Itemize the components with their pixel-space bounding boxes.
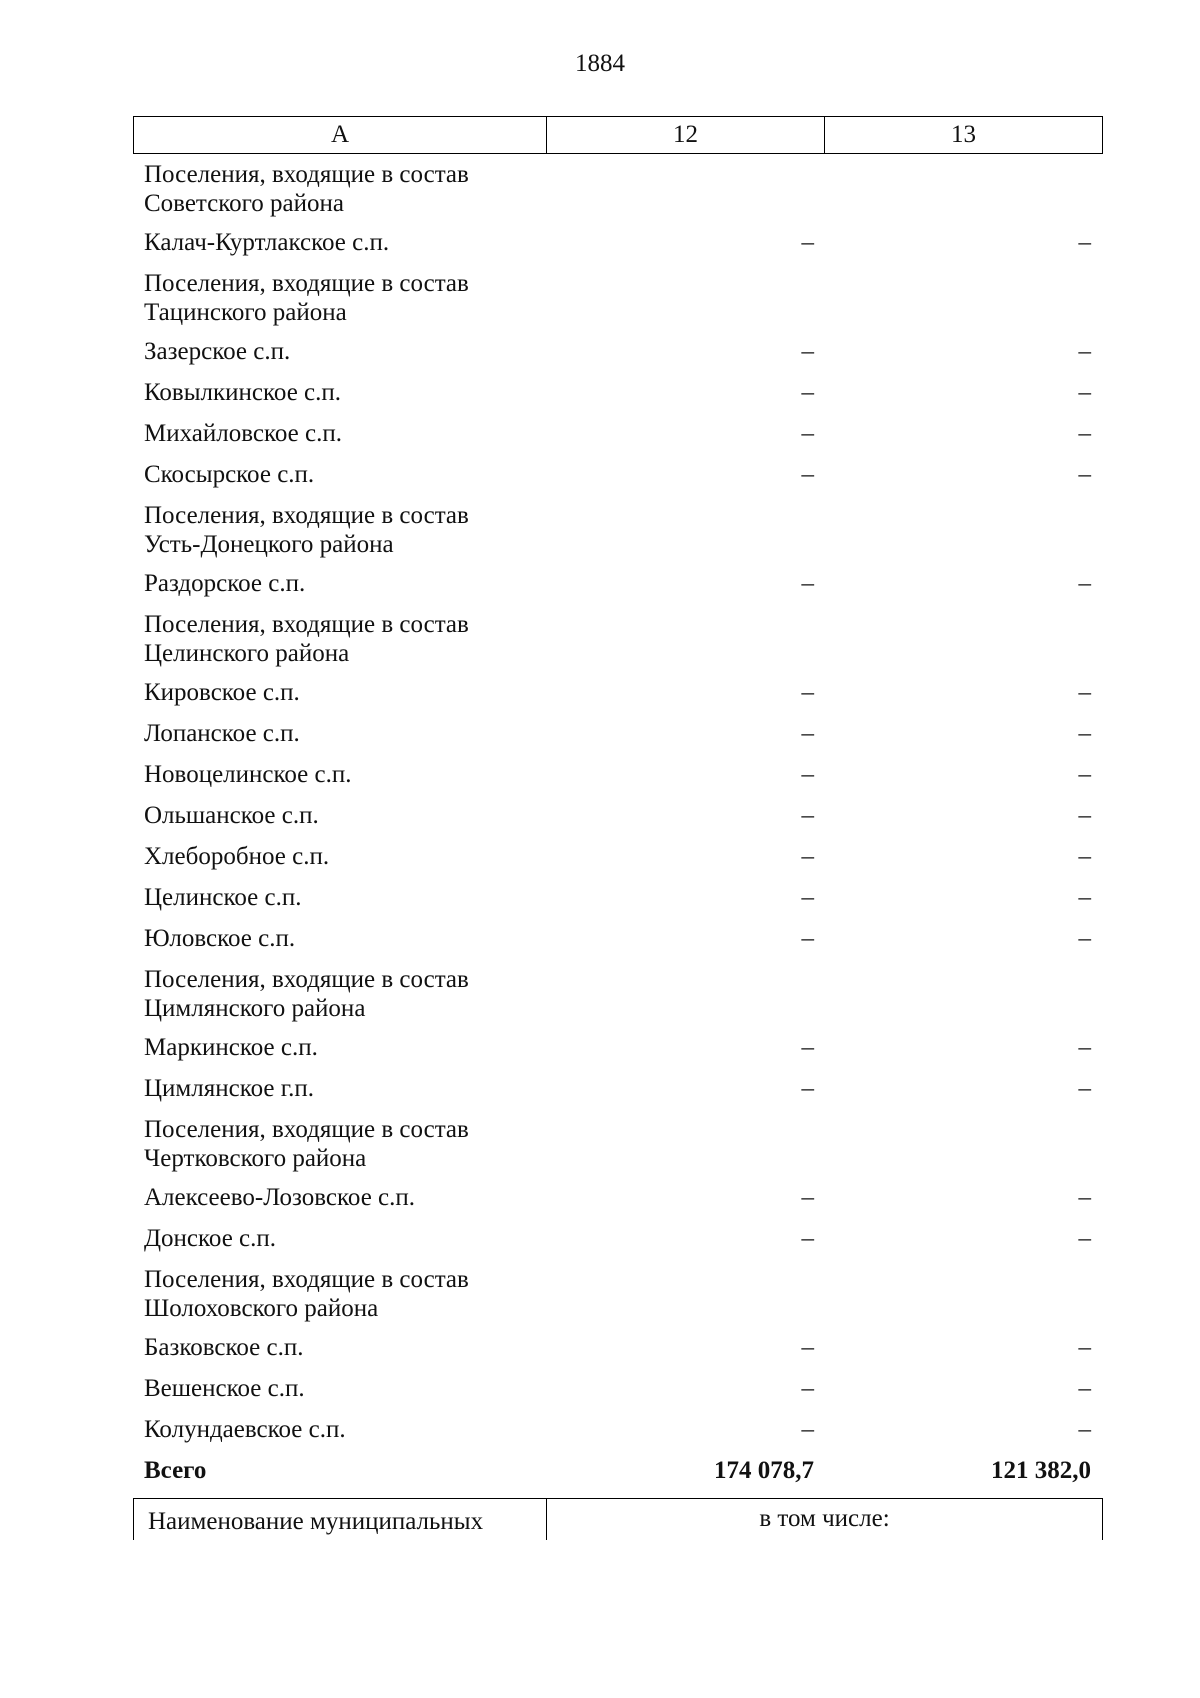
table-row — [133, 1033, 1103, 1074]
next-table-header-row — [133, 1498, 1103, 1540]
cell-col-12: – — [801, 1334, 814, 1361]
cell-col-13: – — [1078, 1225, 1091, 1252]
table-row — [133, 924, 1103, 965]
group-label: Поселения, входящие в состав Тацинского района — [144, 270, 469, 326]
cell-col-13: – — [1078, 1334, 1091, 1361]
cell-col-13: – — [1078, 1184, 1091, 1211]
table-group-row — [133, 1265, 1103, 1333]
settlement-name: Вешенское с.п. — [144, 1375, 305, 1402]
settlement-name: Базковское с.п. — [144, 1334, 304, 1361]
cell-col-12: – — [801, 1034, 814, 1061]
budget-table — [133, 116, 1103, 1540]
cell-col-12: – — [801, 925, 814, 952]
settlement-name: Скосырское с.п. — [144, 461, 315, 488]
cell-col-13: – — [1078, 843, 1091, 870]
settlement-name: Донское с.п. — [144, 1225, 277, 1252]
settlement-name: Ковылкинское с.п. — [144, 379, 342, 406]
total-label: Всего — [144, 1457, 207, 1484]
table-group-row — [133, 610, 1103, 678]
settlement-name: Колундаевское с.п. — [144, 1416, 346, 1443]
cell-col-12: – — [801, 1225, 814, 1252]
settlement-name: Юловское с.п. — [144, 925, 296, 952]
table-group-row — [133, 1115, 1103, 1183]
table-group-row — [133, 269, 1103, 337]
settlement-name: Зазерское с.п. — [144, 338, 291, 365]
table-row — [133, 678, 1103, 719]
group-label: Поселения, входящие в состав Цимлянского района — [144, 966, 469, 1022]
cell-col-13: – — [1078, 679, 1091, 706]
settlement-name: Ольшанское с.п. — [144, 802, 319, 829]
cell-col-12: – — [801, 761, 814, 788]
cell-col-12 — [546, 1265, 824, 1333]
cell-col-12: – — [801, 570, 814, 597]
settlement-name: Калач-Куртлакское с.п. — [144, 229, 390, 256]
cell-col-13: – — [1078, 1034, 1091, 1061]
next-header-col-span: в том числе: — [759, 1505, 890, 1532]
cell-col-12: – — [801, 461, 814, 488]
cell-col-13: – — [1078, 802, 1091, 829]
total-col-13: 121 382,0 — [991, 1457, 1091, 1484]
cell-col-12: – — [801, 679, 814, 706]
settlement-name: Кировское с.п. — [144, 679, 300, 706]
group-label: Поселения, входящие в состав Шолоховского района — [144, 1266, 469, 1322]
table-group-row — [133, 501, 1103, 569]
table-row — [133, 801, 1103, 842]
table-group-row — [133, 965, 1103, 1033]
header-col-12: 12 — [547, 117, 825, 153]
cell-col-13 — [824, 1265, 1101, 1333]
cell-col-13: – — [1078, 1416, 1091, 1443]
cell-col-12: – — [801, 1184, 814, 1211]
cell-col-13: – — [1078, 461, 1091, 488]
settlement-name: Михайловское с.п. — [144, 420, 342, 447]
table-row — [133, 883, 1103, 924]
settlement-name: Цимлянское г.п. — [144, 1075, 315, 1102]
cell-col-13: – — [1078, 761, 1091, 788]
cell-col-12: – — [801, 720, 814, 747]
page-number: 1884 — [575, 50, 625, 77]
table-row — [133, 419, 1103, 460]
cell-col-13: – — [1078, 570, 1091, 597]
table-row — [133, 1415, 1103, 1456]
group-label: Поселения, входящие в состав Советского района — [144, 161, 469, 217]
settlement-name: Лопанское с.п. — [144, 720, 300, 747]
table-row — [133, 760, 1103, 801]
cell-col-13 — [824, 1115, 1101, 1183]
cell-col-13 — [824, 160, 1101, 228]
header-col-13: 13 — [951, 121, 976, 148]
table-row — [133, 1374, 1103, 1415]
cell-col-12: – — [801, 802, 814, 829]
settlement-name: Хлеборобное с.п. — [144, 843, 330, 870]
cell-col-12 — [546, 160, 824, 228]
cell-col-13: – — [1078, 379, 1091, 406]
cell-col-12: – — [801, 420, 814, 447]
cell-col-13: – — [1078, 1375, 1091, 1402]
table-row — [133, 1074, 1103, 1115]
group-label: Поселения, входящие в состав Чертковского района — [144, 1116, 469, 1172]
settlement-name: Алексеево-Лозовское с.п. — [144, 1184, 416, 1211]
next-header-col-a: Наименование муниципальных — [134, 1499, 547, 1540]
cell-col-13: – — [1078, 925, 1091, 952]
cell-col-13: – — [1078, 720, 1091, 747]
group-label: Поселения, входящие в состав Усть-Донецкого района — [144, 502, 469, 558]
cell-col-13 — [824, 610, 1101, 678]
cell-col-13 — [824, 965, 1101, 1033]
table-header-row — [133, 116, 1103, 154]
cell-col-12 — [546, 965, 824, 1033]
table-row — [133, 460, 1103, 501]
cell-col-12 — [546, 501, 824, 569]
table-row — [133, 1333, 1103, 1374]
table-row — [133, 1224, 1103, 1265]
table-row — [133, 719, 1103, 760]
table-row — [133, 337, 1103, 378]
table-body — [133, 160, 1103, 1456]
table-row — [133, 378, 1103, 419]
cell-col-12: – — [801, 1416, 814, 1443]
table-group-row — [133, 160, 1103, 228]
cell-col-13: – — [1078, 338, 1091, 365]
cell-col-12: – — [801, 338, 814, 365]
table-total-row — [133, 1456, 1103, 1498]
cell-col-12 — [546, 269, 824, 337]
cell-col-12: – — [801, 884, 814, 911]
cell-col-13: – — [1078, 229, 1091, 256]
settlement-name: Маркинское с.п. — [144, 1034, 318, 1061]
cell-col-12: – — [801, 1375, 814, 1402]
cell-col-13: – — [1078, 1075, 1091, 1102]
total-col-12: 174 078,7 — [714, 1457, 814, 1484]
group-label: Поселения, входящие в состав Целинского района — [144, 611, 469, 667]
cell-col-12: – — [801, 1075, 814, 1102]
cell-col-12: – — [801, 379, 814, 406]
cell-col-13 — [824, 269, 1101, 337]
settlement-name: Раздорское с.п. — [144, 570, 306, 597]
cell-col-13 — [824, 501, 1101, 569]
table-row — [133, 1183, 1103, 1224]
cell-col-13: – — [1078, 420, 1091, 447]
table-row — [133, 228, 1103, 269]
settlement-name: Новоцелинское с.п. — [144, 761, 352, 788]
cell-col-12 — [546, 1115, 824, 1183]
cell-col-12: – — [801, 843, 814, 870]
cell-col-13: – — [1078, 884, 1091, 911]
table-row — [133, 842, 1103, 883]
header-col-a: А — [134, 117, 547, 153]
table-row — [133, 569, 1103, 610]
cell-col-12 — [546, 610, 824, 678]
settlement-name: Целинское с.п. — [144, 884, 302, 911]
cell-col-12: – — [801, 229, 814, 256]
